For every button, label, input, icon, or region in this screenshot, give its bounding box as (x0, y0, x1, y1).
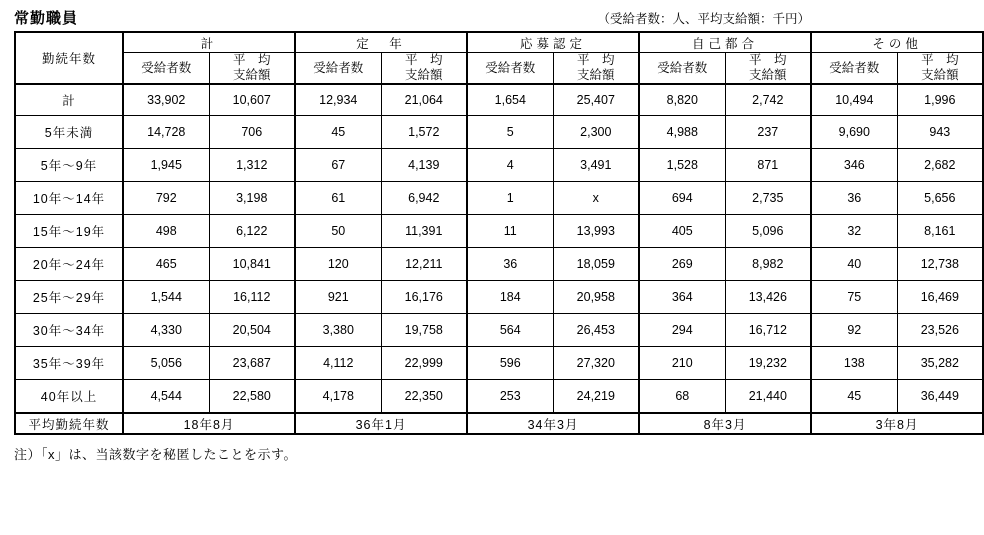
table-cell: 8,820 (639, 84, 725, 116)
table-cell: 2,300 (553, 116, 639, 149)
table-cell: 35,282 (897, 347, 983, 380)
table-cell: 11 (467, 215, 553, 248)
table-cell: 237 (725, 116, 811, 149)
table-cell: 20,504 (209, 314, 295, 347)
table-cell: 3,198 (209, 182, 295, 215)
table-cell: 40 (811, 248, 897, 281)
table-head (15, 32, 983, 84)
footer-cell: 36年1月 (295, 413, 467, 434)
table-group-header-row (15, 32, 983, 53)
group-header-total: 計 (123, 32, 295, 53)
table-cell: 22,580 (209, 380, 295, 414)
row-label: 40年以上 (15, 380, 123, 414)
row-label: 15年～19年 (15, 215, 123, 248)
row-label: 25年～29年 (15, 281, 123, 314)
document-header (14, 6, 810, 28)
table-cell: 184 (467, 281, 553, 314)
sub-header-recipients-personal-reasons: 受給者数 (639, 53, 725, 85)
table-cell: 12,211 (381, 248, 467, 281)
row-label: 35年～39年 (15, 347, 123, 380)
sub-header-line1: 平 均 (405, 53, 443, 67)
table-cell: 498 (123, 215, 209, 248)
column-header-years: 勤続年数 (15, 32, 123, 84)
table-cell: 4,112 (295, 347, 381, 380)
table-cell: 23,526 (897, 314, 983, 347)
table-cell: 33,902 (123, 84, 209, 116)
table-cell: 21,440 (725, 380, 811, 414)
row-label: 計 (15, 84, 123, 116)
table-cell: 4,139 (381, 149, 467, 182)
sub-header-average-personal-reasons (725, 53, 811, 85)
table-cell: 68 (639, 380, 725, 414)
table-cell: 16,112 (209, 281, 295, 314)
table-cell: 364 (639, 281, 725, 314)
table-footer-row (15, 413, 983, 434)
table-cell: 10,841 (209, 248, 295, 281)
sub-header-line1: 平 均 (233, 53, 271, 67)
table-cell: 22,350 (381, 380, 467, 414)
table-cell: 6,942 (381, 182, 467, 215)
table-cell: 13,993 (553, 215, 639, 248)
table-row (15, 215, 983, 248)
table-cell: 2,742 (725, 84, 811, 116)
table-cell: 564 (467, 314, 553, 347)
table-cell: 1,945 (123, 149, 209, 182)
statistics-table (14, 31, 984, 435)
group-header-voluntary-approved: 応募認定 (467, 32, 639, 53)
page-title: 常勤職員 (14, 10, 79, 27)
table-cell: 8,161 (897, 215, 983, 248)
table-cell: 19,232 (725, 347, 811, 380)
row-label: 5年未満 (15, 116, 123, 149)
table-cell: 405 (639, 215, 725, 248)
table-cell: 706 (209, 116, 295, 149)
footer-row-label: 平均勤続年数 (15, 413, 123, 434)
table-cell: 5,096 (725, 215, 811, 248)
table-cell: 11,391 (381, 215, 467, 248)
table-cell: 20,958 (553, 281, 639, 314)
table-cell: 4,330 (123, 314, 209, 347)
sub-header-line2: 支給額 (233, 68, 271, 82)
table-cell: 24,219 (553, 380, 639, 414)
table-cell: 36,449 (897, 380, 983, 414)
footer-cell: 8年3月 (639, 413, 811, 434)
table-cell: 10,607 (209, 84, 295, 116)
sub-header-average-total (209, 53, 295, 85)
footer-cell: 34年3月 (467, 413, 639, 434)
table-cell: 253 (467, 380, 553, 414)
table-cell: 13,426 (725, 281, 811, 314)
table-cell: 12,738 (897, 248, 983, 281)
sub-header-line2: 支給額 (749, 68, 787, 82)
table-row (15, 380, 983, 414)
table-row (15, 314, 983, 347)
table-cell: 269 (639, 248, 725, 281)
table-cell: 120 (295, 248, 381, 281)
sub-header-line2: 支給額 (405, 68, 443, 82)
table-cell: 294 (639, 314, 725, 347)
table-cell: 50 (295, 215, 381, 248)
table-cell: 21,064 (381, 84, 467, 116)
table-cell: 67 (295, 149, 381, 182)
table-cell: 9,690 (811, 116, 897, 149)
table-cell: 138 (811, 347, 897, 380)
footer-cell: 3年8月 (811, 413, 983, 434)
group-header-retirement-age: 定 年 (295, 32, 467, 53)
table-cell: 5,056 (123, 347, 209, 380)
table-row (15, 84, 983, 116)
table-cell: 45 (295, 116, 381, 149)
sub-header-line2: 支給額 (921, 68, 959, 82)
table-cell: 6,122 (209, 215, 295, 248)
table-cell: 23,687 (209, 347, 295, 380)
row-label: 20年～24年 (15, 248, 123, 281)
table-cell: 1,996 (897, 84, 983, 116)
table-cell: 3,380 (295, 314, 381, 347)
sub-header-recipients-other: 受給者数 (811, 53, 897, 85)
sub-header-average-retirement-age (381, 53, 467, 85)
table-cell: 16,712 (725, 314, 811, 347)
sub-header-line1: 平 均 (749, 53, 787, 67)
row-label: 10年～14年 (15, 182, 123, 215)
sub-header-average-voluntary-approved (553, 53, 639, 85)
table-cell: 75 (811, 281, 897, 314)
table-cell: 27,320 (553, 347, 639, 380)
table-cell: 943 (897, 116, 983, 149)
table-cell: 694 (639, 182, 725, 215)
table-cell: 22,999 (381, 347, 467, 380)
sub-header-recipients-retirement-age: 受給者数 (295, 53, 381, 85)
table-cell: 1,544 (123, 281, 209, 314)
table-cell: 18,059 (553, 248, 639, 281)
table-row (15, 347, 983, 380)
table-row (15, 248, 983, 281)
table-cell: 25,407 (553, 84, 639, 116)
table-cell: 19,758 (381, 314, 467, 347)
table-cell: 4,178 (295, 380, 381, 414)
table-cell: 596 (467, 347, 553, 380)
sub-header-recipients-total: 受給者数 (123, 53, 209, 85)
table-cell: 210 (639, 347, 725, 380)
table-sub-header-row (15, 53, 983, 85)
table-cell: 1,528 (639, 149, 725, 182)
table-cell: 4,544 (123, 380, 209, 414)
sub-header-recipients-voluntary-approved: 受給者数 (467, 53, 553, 85)
table-cell: 792 (123, 182, 209, 215)
table-cell: 16,469 (897, 281, 983, 314)
footnote: 注）「x」は、当該数字を秘匿したことを示す。 (14, 447, 297, 462)
table-cell: 4,988 (639, 116, 725, 149)
sub-header-line1: 平 均 (921, 53, 959, 67)
table-cell: 4 (467, 149, 553, 182)
table-cell: 45 (811, 380, 897, 414)
table-cell: 32 (811, 215, 897, 248)
table-cell: 1,654 (467, 84, 553, 116)
table-body (15, 84, 983, 434)
table-cell: 16,176 (381, 281, 467, 314)
sub-header-line2: 支給額 (577, 68, 615, 82)
table-cell: 921 (295, 281, 381, 314)
table-cell: 10,494 (811, 84, 897, 116)
table-cell: x (553, 182, 639, 215)
row-label: 5年～9年 (15, 149, 123, 182)
unit-note: （受給者数：人、平均支給額：千円） (597, 12, 810, 26)
table-cell: 26,453 (553, 314, 639, 347)
table-row (15, 149, 983, 182)
sub-header-line1: 平 均 (577, 53, 615, 67)
table-cell: 346 (811, 149, 897, 182)
table-row (15, 281, 983, 314)
table-cell: 5 (467, 116, 553, 149)
table-cell: 871 (725, 149, 811, 182)
table-row (15, 116, 983, 149)
table-cell: 1,312 (209, 149, 295, 182)
table-cell: 8,982 (725, 248, 811, 281)
table-cell: 1,572 (381, 116, 467, 149)
table-cell: 2,735 (725, 182, 811, 215)
group-header-personal-reasons: 自己都合 (639, 32, 811, 53)
footer-cell: 18年8月 (123, 413, 295, 434)
table-cell: 36 (467, 248, 553, 281)
table-cell: 2,682 (897, 149, 983, 182)
table-cell: 5,656 (897, 182, 983, 215)
table-cell: 36 (811, 182, 897, 215)
table-cell: 3,491 (553, 149, 639, 182)
table-row (15, 182, 983, 215)
table-cell: 92 (811, 314, 897, 347)
group-header-other: その他 (811, 32, 983, 53)
sub-header-average-other (897, 53, 983, 85)
table-cell: 14,728 (123, 116, 209, 149)
table-cell: 12,934 (295, 84, 381, 116)
table-cell: 1 (467, 182, 553, 215)
table-cell: 465 (123, 248, 209, 281)
table-cell: 61 (295, 182, 381, 215)
row-label: 30年～34年 (15, 314, 123, 347)
